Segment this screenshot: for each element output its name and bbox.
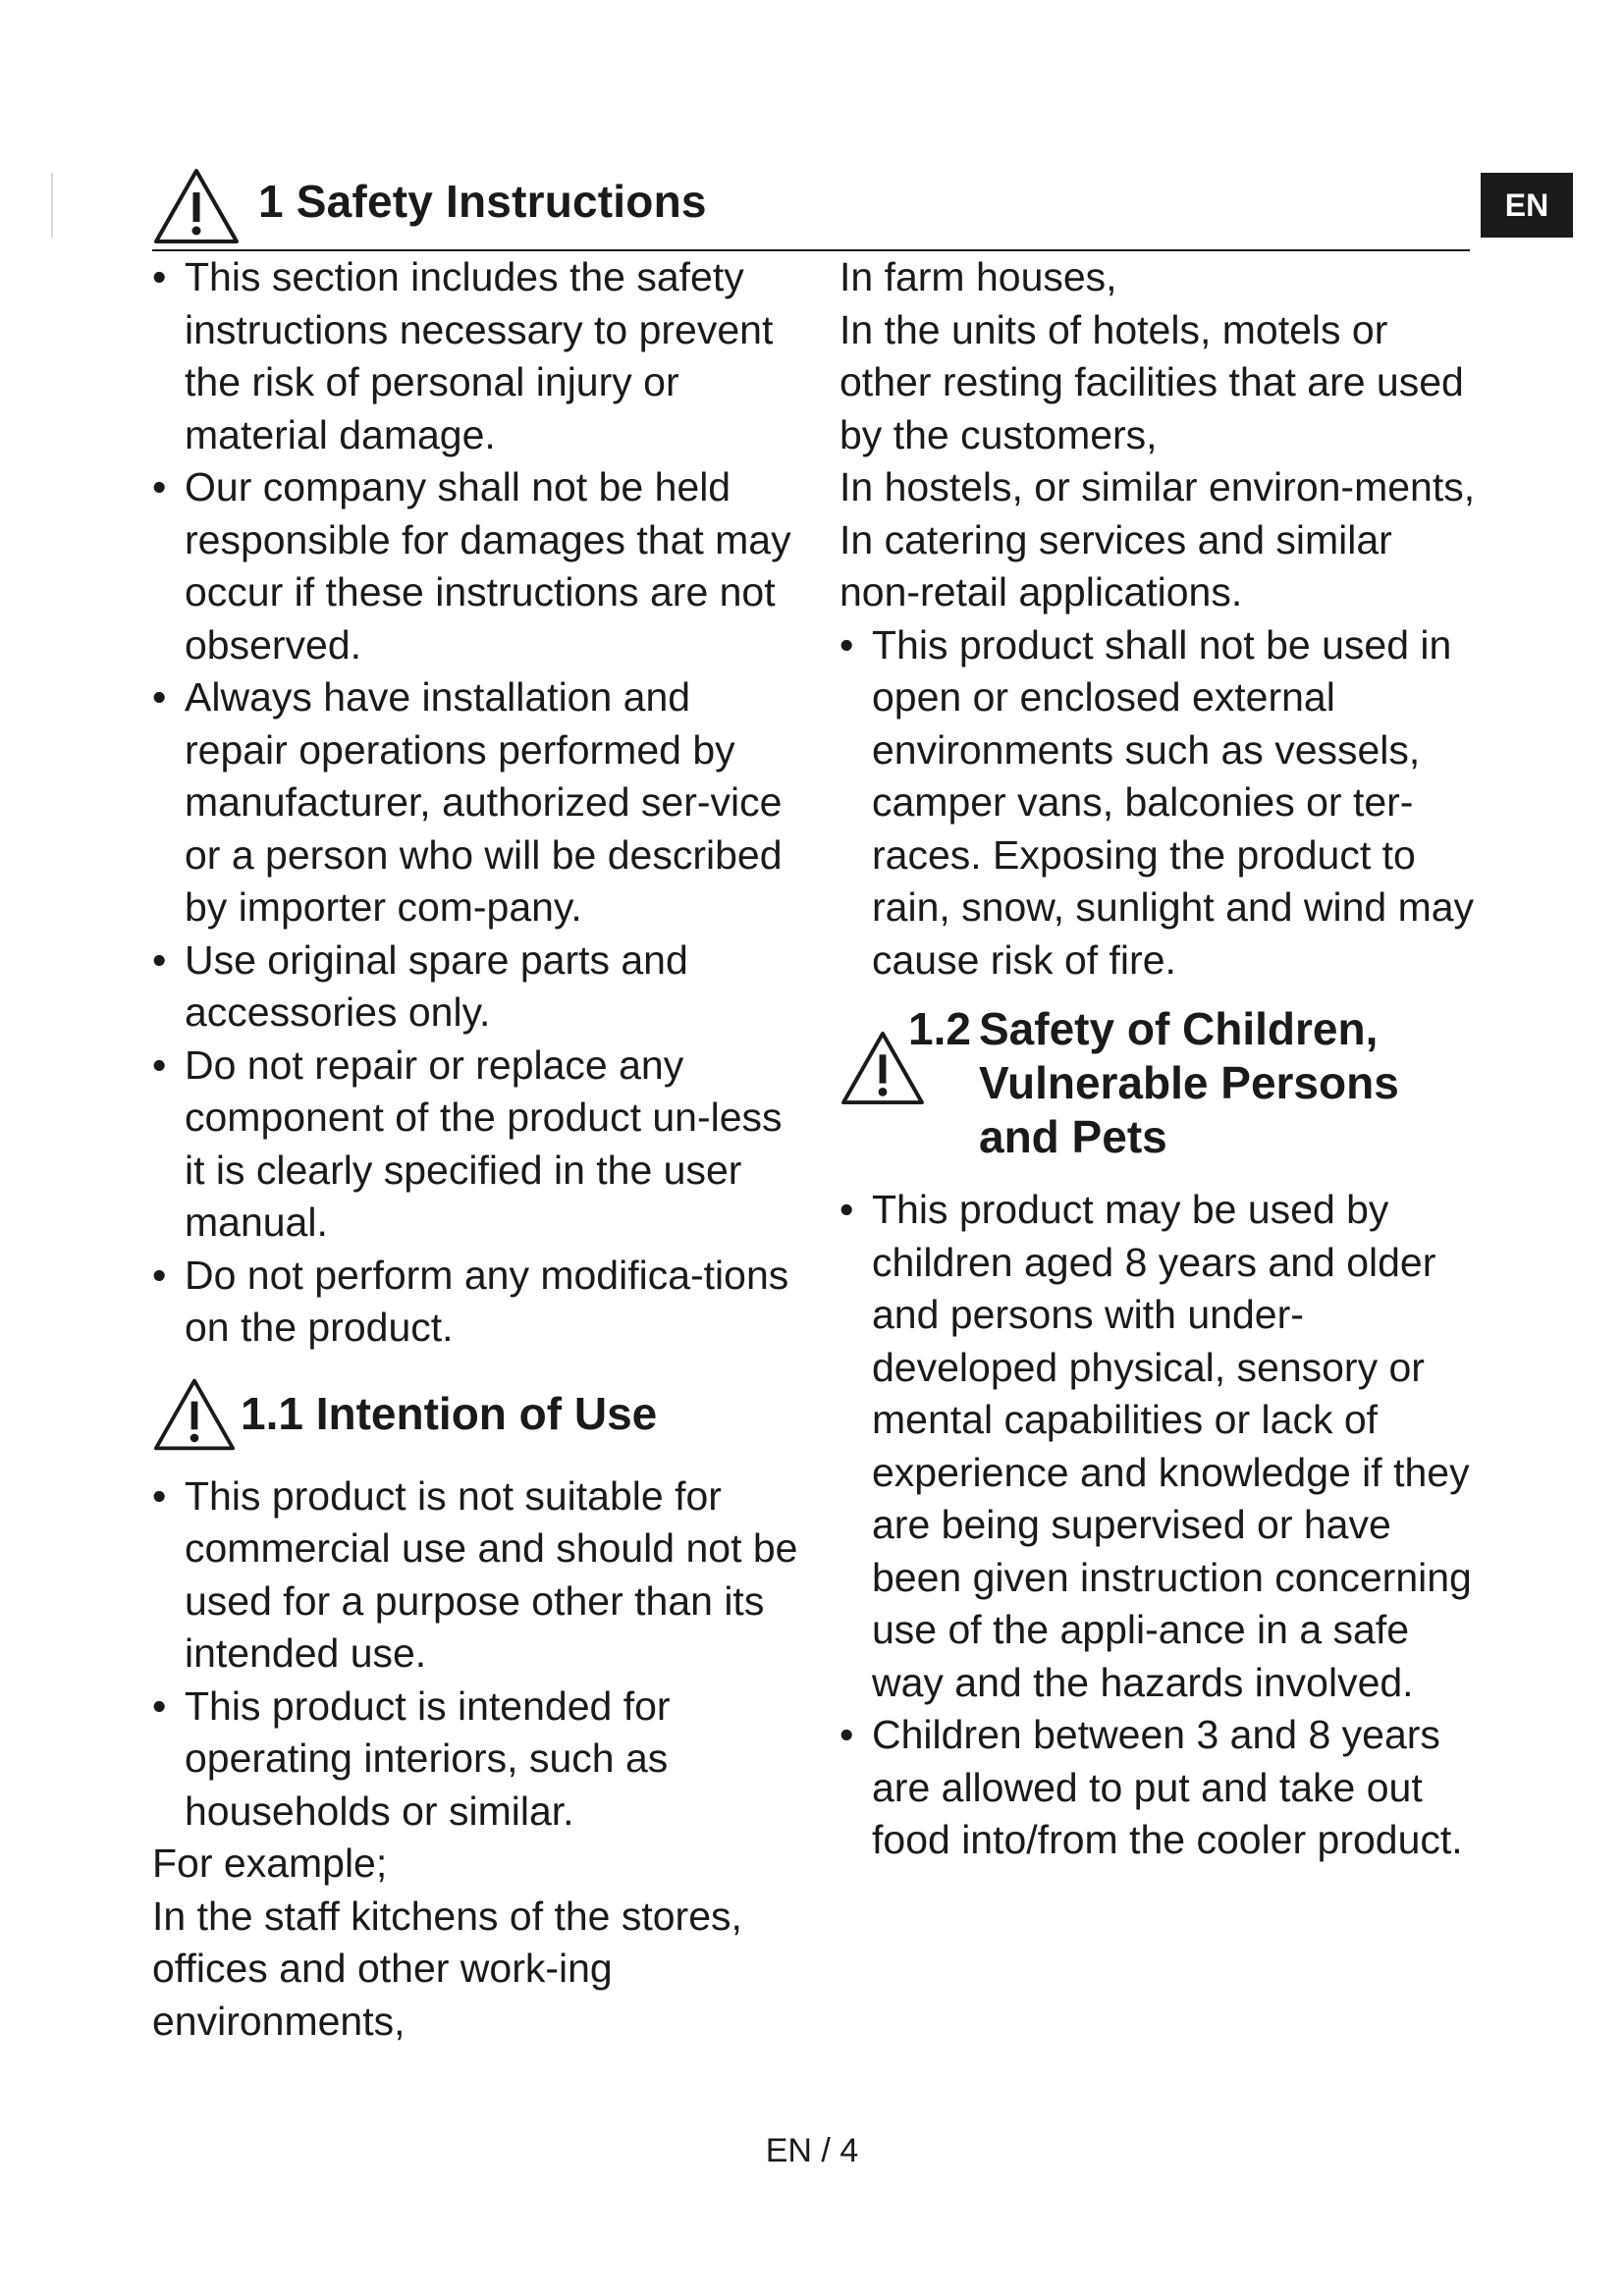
hotels-text: In the units of hotels, motels or other resting facilities that are used by the customers,	[839, 306, 1464, 457]
warning-triangle-icon	[152, 167, 241, 245]
catering-text: In catering services and similar non-retail applications.	[839, 516, 1392, 614]
for-example-text: For example;	[152, 1841, 388, 1886]
section-title-line: and Pets	[979, 1111, 1167, 1162]
children-bullet-list	[839, 1184, 1478, 1867]
warning-triangle-icon	[152, 1376, 237, 1453]
list-item: • Do not perform any modifica-tions on the product.	[152, 1250, 800, 1355]
section-title-line: Safety of Children,	[979, 1003, 1379, 1054]
language-tab: EN	[1481, 173, 1573, 238]
margin-mark	[51, 173, 53, 238]
section-title-line: Vulnerable Persons	[979, 1057, 1399, 1108]
section-number: 1.2	[908, 1003, 971, 1054]
list-item: • Do not repair or replace any component of the product un-less it is clearly specified in the user manual.	[152, 1040, 800, 1250]
staff-kitchens-text: In the staff kitchens of the stores, offices and other work-ing environments,	[152, 1893, 742, 2044]
intention-bullet-list	[152, 1470, 800, 1839]
left-column	[152, 251, 800, 2048]
list-item: • Always have installation and repair operations performed by manufacturer, authorized ser-vice or a person who will be described by importer com-pany.	[152, 671, 800, 934]
list-item: • This product may be used by children aged 8 years and older and persons with under-developed physical, sensory or mental capabilities or lack of experience and knowledge if they are being supervised or have been given instruction concerning use of the appli-ance in a safe way and the hazards involved.	[839, 1184, 1478, 1709]
list-item: • Children between 3 and 8 years are allowed to put and take out food into/from the cooler product.	[839, 1709, 1478, 1867]
list-item: • This product is intended for operating interiors, such as households or similar.	[152, 1681, 800, 1839]
list-item: • This product shall not be used in open or enclosed external environments such as vessels, camper vans, balconies or ter-races. Exposing the product to rain, snow, sunlight and wind may cause risk of fire.	[839, 619, 1478, 988]
page-number: EN / 4	[765, 2132, 859, 2169]
hostels-text: In hostels, or similar environ-ments,	[839, 464, 1476, 509]
section-heading-1-2	[839, 1002, 1478, 1164]
list-item: • Use original spare parts and accessories only.	[152, 934, 800, 1040]
list-item: • This section includes the safety instructions necessary to prevent the risk of personal injury or material damage.	[152, 251, 800, 461]
farm-houses-text: In farm houses,	[839, 254, 1117, 299]
outdoor-bullet-list	[839, 619, 1478, 988]
section-title: 1.1 Intention of Use	[241, 1388, 658, 1439]
safety-bullet-list	[152, 251, 800, 1355]
list-item: • This product is not suitable for commercial use and should not be used for a purpose other than its intended use.	[152, 1470, 800, 1681]
section-heading-1-1	[152, 1376, 800, 1453]
page-header	[152, 165, 1470, 251]
right-column	[839, 251, 1478, 1867]
list-item: • Our company shall not be held responsible for damages that may occur if these instructions are not observed.	[152, 461, 800, 671]
section-title	[908, 1002, 1399, 1164]
page-title: 1 Safety Instructions	[258, 176, 707, 227]
